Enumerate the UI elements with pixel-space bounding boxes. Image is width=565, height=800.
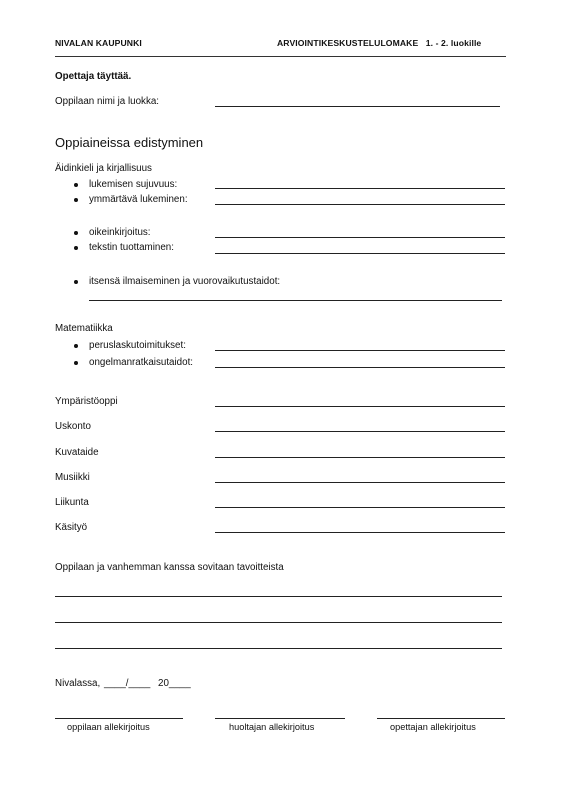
subject-physical-education: Liikunta: [55, 497, 89, 508]
field-basic-arithmetic[interactable]: [215, 350, 505, 351]
bullet-icon: [74, 246, 78, 250]
bullet-icon: [74, 231, 78, 235]
header-municipality: NIVALAN KAUPUNKI: [55, 38, 142, 48]
field-physical-education[interactable]: [215, 507, 505, 508]
goals-line-3[interactable]: [55, 648, 502, 649]
goals-line-2[interactable]: [55, 622, 502, 623]
field-environmental-studies[interactable]: [215, 406, 505, 407]
item-reading-comprehension: ymmärtävä lukeminen:: [89, 194, 188, 205]
item-basic-arithmetic: peruslaskutoimitukset:: [89, 340, 186, 351]
bullet-icon: [74, 344, 78, 348]
field-spelling[interactable]: [215, 237, 505, 238]
subject-music: Musiikki: [55, 472, 90, 483]
guardian-signature-line[interactable]: [215, 718, 345, 719]
field-reading-comprehension[interactable]: [215, 204, 505, 205]
teacher-fills-label: Opettaja täyttää.: [55, 71, 132, 82]
header-divider: [55, 56, 506, 57]
math-title: Matematiikka: [55, 323, 113, 334]
field-self-expression[interactable]: [89, 300, 502, 301]
field-music[interactable]: [215, 482, 505, 483]
date-day-month[interactable]: [104, 678, 150, 689]
date-month-field[interactable]: ____: [128, 678, 151, 689]
teacher-signature-label: opettajan allekirjoitus: [390, 722, 476, 732]
subject-crafts: Käsityö: [55, 522, 88, 533]
section-title: Oppiaineissa edistyminen: [55, 135, 204, 150]
bullet-icon: [74, 198, 78, 202]
goals-label: Oppilaan ja vanhemman kanssa sovitaan tavoitteista: [55, 562, 284, 573]
field-text-production[interactable]: [215, 253, 505, 254]
student-signature-label: oppilaan allekirjoitus: [67, 722, 150, 732]
bullet-icon: [74, 361, 78, 365]
item-spelling: oikeinkirjoitus:: [89, 227, 151, 238]
student-signature-line[interactable]: [55, 718, 183, 719]
student-name-field[interactable]: [215, 106, 500, 107]
subject-visual-arts: Kuvataide: [55, 447, 99, 458]
field-religion[interactable]: [215, 431, 505, 432]
language-title: Äidinkieli ja kirjallisuus: [55, 163, 152, 174]
date-year-field[interactable]: 20____: [158, 678, 191, 689]
subject-religion: Uskonto: [55, 421, 91, 432]
field-crafts[interactable]: [215, 532, 505, 533]
date-day-field[interactable]: ____/: [104, 678, 129, 689]
guardian-signature-label: huoltajan allekirjoitus: [229, 722, 315, 732]
bullet-icon: [74, 280, 78, 284]
bullet-icon: [74, 183, 78, 187]
item-problem-solving: ongelmanratkaisutaidot:: [89, 357, 194, 368]
goals-line-1[interactable]: [55, 596, 502, 597]
teacher-signature-line[interactable]: [377, 718, 505, 719]
item-self-expression: itsensä ilmaiseminen ja vuorovaikutustaidot:: [89, 276, 281, 287]
subject-environmental-studies: Ympäristöoppi: [55, 396, 118, 407]
student-name-label: Oppilaan nimi ja luokka:: [55, 96, 160, 107]
field-problem-solving[interactable]: [215, 367, 505, 368]
header-form-title: ARVIOINTIKESKUSTELULOMAKE 1. - 2. luokille: [277, 38, 482, 48]
field-visual-arts[interactable]: [215, 457, 505, 458]
date-place: Nivalassa,: [55, 678, 101, 689]
item-text-production: tekstin tuottaminen:: [89, 242, 174, 253]
item-reading-fluency: lukemisen sujuvuus:: [89, 179, 178, 190]
field-reading-fluency[interactable]: [215, 188, 505, 189]
